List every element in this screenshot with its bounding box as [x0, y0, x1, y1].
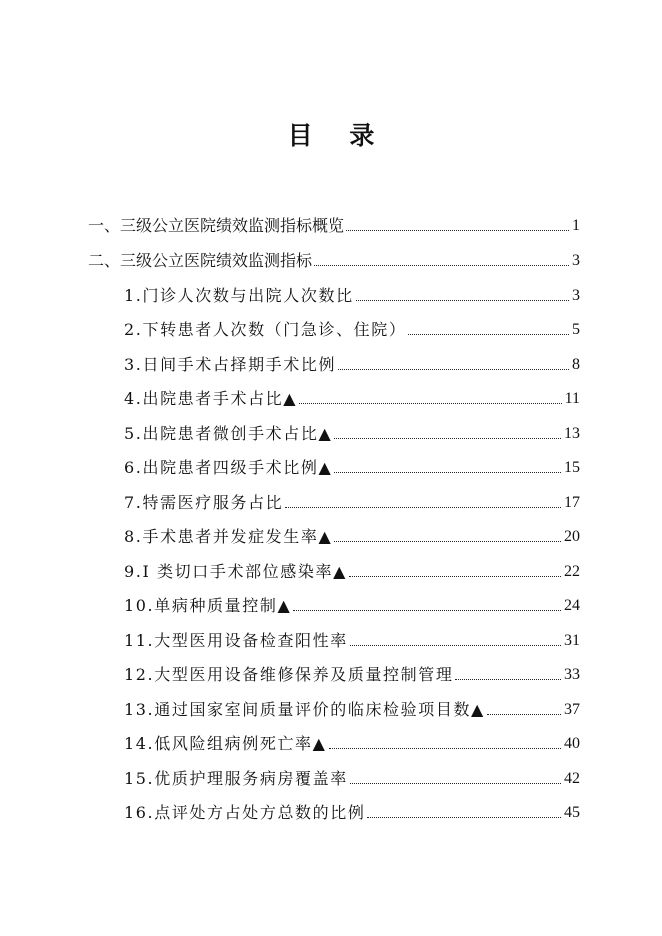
toc-entry-page: 3 — [572, 287, 580, 304]
toc-entry-page: 31 — [564, 632, 580, 649]
toc-entry[interactable] — [124, 590, 580, 616]
toc-entry-page: 42 — [564, 770, 580, 787]
toc-leader-dots — [350, 782, 561, 784]
toc-entry[interactable] — [124, 694, 580, 720]
toc-entry[interactable] — [124, 521, 580, 547]
toc-entry[interactable] — [124, 556, 580, 582]
toc-entry-label: 12.大型医用设备维修保养及质量控制管理 — [124, 665, 454, 684]
toc-entry[interactable] — [124, 728, 580, 754]
toc-entry-label: 13.通过国家室间质量评价的临床检验项目数▲ — [124, 700, 485, 719]
toc-entry-label: 2.下转患者人次数（门急诊、住院） — [124, 320, 407, 339]
toc-leader-dots — [338, 368, 569, 370]
toc-entry-label: 5.出院患者微创手术占比▲ — [124, 424, 333, 443]
toc-entry[interactable] — [124, 314, 580, 340]
toc-entry[interactable] — [124, 280, 580, 306]
toc-entry-label: 10.单病种质量控制▲ — [124, 596, 292, 615]
toc-entry-label: 1.门诊人次数与出院人次数比 — [124, 286, 354, 305]
toc-leader-dots — [293, 609, 561, 611]
toc-entry-page: 15 — [564, 459, 580, 476]
toc-leader-dots — [349, 575, 561, 577]
toc-entry-page: 11 — [564, 390, 580, 407]
toc-entry-page: 45 — [564, 804, 580, 821]
toc-entry[interactable] — [124, 797, 580, 823]
toc-entry-label: 15.优质护理服务病房覆盖率 — [124, 769, 348, 788]
toc-entry-page: 8 — [572, 356, 580, 373]
toc-entry[interactable] — [124, 418, 580, 444]
page-title: 目 录 — [287, 121, 389, 150]
toc-entry-page: 24 — [564, 597, 580, 614]
toc-leader-dots — [314, 264, 569, 266]
toc-entry-label: 一、三级公立医院绩效监测指标概览 — [88, 216, 345, 235]
toc-leader-dots — [285, 506, 561, 508]
toc-entry-page: 3 — [572, 252, 580, 269]
toc-entry[interactable] — [124, 487, 580, 513]
toc-entry-page: 17 — [564, 494, 580, 511]
toc-leader-dots — [408, 333, 569, 335]
toc-leader-dots — [329, 747, 561, 749]
toc-entry[interactable] — [88, 245, 580, 271]
toc-entry-label: 8.手术患者并发症发生率▲ — [124, 527, 333, 546]
toc-entry[interactable] — [124, 763, 580, 789]
toc-entry-label: 11.大型医用设备检查阳性率 — [124, 631, 348, 650]
toc-entry-page: 33 — [564, 666, 580, 683]
toc-entry-label: 4.出院患者手术占比▲ — [124, 389, 298, 408]
toc-entry[interactable] — [124, 349, 580, 375]
toc-entry[interactable] — [124, 625, 580, 651]
toc-entry-label: 二、三级公立医院绩效监测指标 — [88, 251, 313, 270]
toc-leader-dots — [334, 540, 561, 542]
toc-leader-dots — [350, 644, 561, 646]
toc-leader-dots — [299, 402, 561, 404]
toc-entry-label: 7.特需医疗服务占比 — [124, 493, 284, 512]
toc-leader-dots — [334, 437, 561, 439]
toc-entry[interactable] — [88, 210, 580, 236]
toc-entry-label: 16.点评处方占处方总数的比例 — [124, 803, 366, 822]
toc-entry-page: 37 — [564, 701, 580, 718]
toc-entry[interactable] — [124, 659, 580, 685]
toc-entry-page: 5 — [572, 321, 580, 338]
toc-entry-label: 14.低风险组病例死亡率▲ — [124, 734, 327, 753]
toc-entry-label: 3.日间手术占择期手术比例 — [124, 355, 337, 374]
toc-leader-dots — [455, 678, 561, 680]
toc-leader-dots — [487, 713, 561, 715]
toc-entry[interactable] — [124, 383, 580, 409]
toc-leader-dots — [334, 471, 561, 473]
toc-leader-dots — [367, 816, 561, 818]
toc-entry-page: 1 — [572, 217, 580, 234]
toc-entry-page: 13 — [564, 425, 580, 442]
toc-entry-page: 22 — [564, 563, 580, 580]
toc-entry[interactable] — [124, 452, 580, 478]
toc-leader-dots — [346, 229, 569, 231]
toc-leader-dots — [356, 299, 569, 301]
toc-entry-page: 20 — [564, 528, 580, 545]
toc-entry-page: 40 — [564, 735, 580, 752]
toc-entry-label: 9.I 类切口手术部位感染率▲ — [124, 562, 347, 581]
toc-entry-label: 6.出院患者四级手术比例▲ — [124, 458, 333, 477]
